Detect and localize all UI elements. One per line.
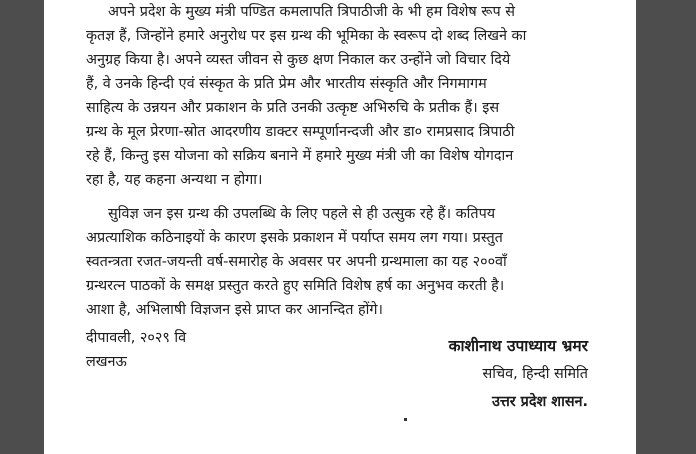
text-line: साहित्य के उन्नयन और प्रकाशन के प्रति उनकी उत्कृष्ट अभिरुचि के प्रतीक हैं। इस <box>86 100 500 116</box>
text-line: सुविज्ञ जन इस ग्रन्थ की उपलब्धि के लिए पहले से ही उत्सुक रहे हैं। कतिपय <box>108 206 496 222</box>
text-line: ग्रन्थरत्न पाठकों के समक्ष प्रस्तुत करते हुए समिति विशेष हर्ष का अनुभव करती है। <box>86 278 505 294</box>
text-line: रहा है, यह कहना अन्यथा न होगा। <box>86 172 263 188</box>
text-line: रहे हैं, किन्तु इस योजना को सक्रिय बनाने में हमारे मुख्य मंत्री जी का विशेष योगदान <box>86 148 514 164</box>
ink-speck <box>404 418 407 421</box>
text-line: अपने प्रदेश के मुख्य मंत्री पण्डित कमलापति त्रिपाठीजी के भी हम विशेष रूप से <box>108 4 515 20</box>
text-line: हैं, वे उनके हिन्दी एवं संस्कृत के प्रति प्रेम और भारतीय संस्कृति और निगमागम <box>86 76 487 92</box>
text-line: ग्रन्थ के मूल प्रेरणा-स्रोत आदरणीय डाक्टर सम्पूर्णानन्दजी और डा० रामप्रसाद त्रिपाठी <box>86 124 515 140</box>
text-line: कृतज्ञ हैं, जिन्होंने हमारे अनुरोध पर इस ग्रन्थ की भूमिका के स्वरूप दो शब्द लिखने का <box>86 28 527 44</box>
text-line: आशा है, अभिलाषी विज्ञजन इसे प्राप्त कर आनन्दित होंगे। <box>86 302 383 318</box>
text-line: अनुग्रह किया है। अपने व्यस्त जीवन से कुछ क्षण निकाल कर उन्होंने जो विचार दिये <box>86 52 511 68</box>
signatory-role: सचिव, हिन्दी समिति <box>482 366 588 382</box>
signatory-name: काशीनाथ उपाध्याय भ्रमर <box>448 337 588 355</box>
text-line: अप्रत्याशिक कठिनाइयों के कारण इसके प्रकाशन में पर्याप्त समय लग गया। प्रस्तुत <box>86 230 503 246</box>
signatory-office: उत्तर प्रदेश शासन. <box>491 394 588 410</box>
document-page <box>44 0 636 454</box>
date-line: दीपावली, २०२९ वि <box>86 330 187 346</box>
text-line: स्वतन्त्रता रजत-जयन्ती वर्ष-समारोह के अवसर पर अपनी ग्रन्थमाला का यह २००वाँ <box>86 254 507 270</box>
place-line: लखनऊ <box>86 354 127 370</box>
